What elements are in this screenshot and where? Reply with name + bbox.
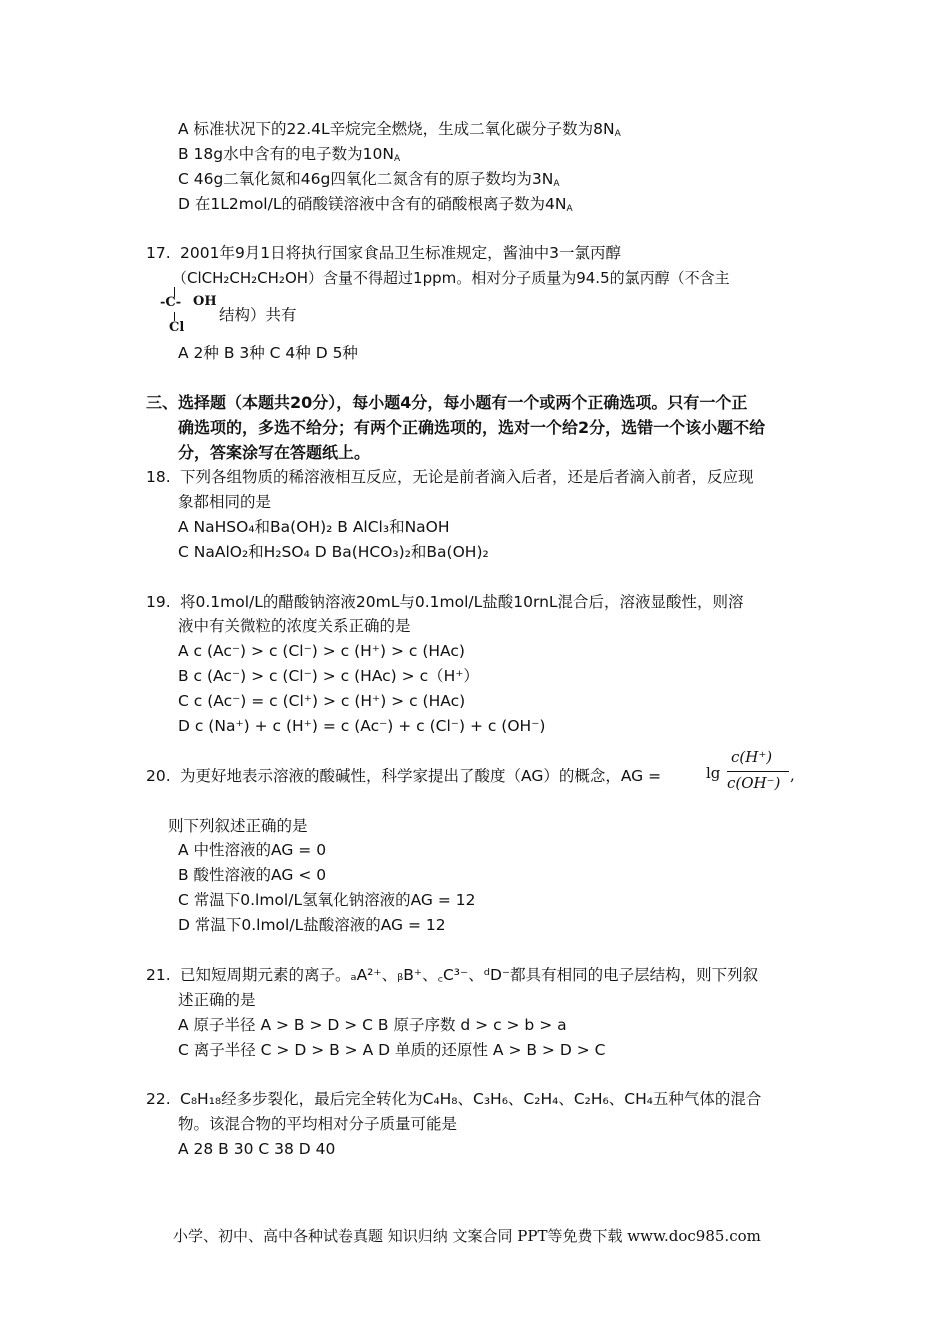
q17-stem-line3: 结构）共有 <box>219 306 297 324</box>
q21-options-cd: C 离子半径 C > D > B > A D 单质的还原性 A > B > D > C <box>178 1041 606 1059</box>
q19-option-a: A c (Ac⁻) > c (Cl⁻) > c (H⁺) > c (HAc) <box>178 642 465 660</box>
q20-option-b: B 酸性溶液的AG < 0 <box>178 866 327 884</box>
q19-stem-line1: 19. 将0.1mol/L的醋酸钠溶液20mL与0.1mol/L盐酸10rnL混合后，溶液显酸性，则溶 <box>146 593 744 611</box>
q22-stem-line1: 22. C₈H₁₈经多步裂化，最后完全转化为C₄H₈、C₃H₆、C₂H₄、C₂H₆、CH₄五种气体的混合 <box>146 1090 762 1108</box>
q18-options-cd: C NaAlO₂和H₂SO₄ D Ba(HCO₃)₂和Ba(OH)₂ <box>178 543 489 561</box>
q20-stem-line1: 20. 为更好地表示溶液的酸碱性，科学家提出了酸度（AG）的概念，AG = <box>146 767 662 785</box>
page-footer: 小学、初中、高中各种试卷真题 知识归纳 文案合同 PPT等免费下载 www.doc985.com <box>173 1227 761 1245</box>
q16-option-b: B 18g水中含有的电子数为$10N_A$ <box>178 145 401 164</box>
exam-page: A 标准状况下的22.4L辛烷完全燃烧，生成二氧化碳分子数为$8N_A$ B 18g水中含有的电子数为$10N_A$ C 46g二氧化氮和46g四氧化二氮含有的原子数均为$3N_A$ D 在1L2mol/L的硝酸镁溶液中含有的硝酸根离子数为$4N_A$ 17. 2001年9月1日将执行国家食品卫生标准规定，酱油中3一氯丙醇 （ClCH₂CH₂CH₂OH）含量不得超过1ppm。相对分子质量为94.5的氯丙醇（不含主 -C- OH Cl 结构）共有 A 2种 B 3种 C 4种 D 5种 三、选择题（本题共20分），每小题4分，每小题有一个或两个正确选项。只有一个正 确选项的，多选不给分；有两个正确选项的，选对一个给2分，选错一个该小题不给 分，答案涂写在答题纸上。 18. 下列各组物质的稀溶液相互反应，无论是前者滴入后者，还是后者滴入前者，反应现 象都相同的是 A NaHSO₄和Ba(OH)₂ B AlCl₃和NaOH C NaAlO₂和H₂SO₄ D Ba(HCO₃)₂和Ba(OH)₂ 19. 将0.1mol/L的醋酸钠溶液20mL与0.1mol/L盐酸10rnL混合后，溶液显酸性，则溶 液中有关微粒的浓度关系正确的是 A c (Ac⁻) > c (Cl⁻) > c (H⁺) > c (HAc) B c (Ac⁻) > c (Cl⁻) > c (HAc) > c（H⁺） C c (Ac⁻) = c (Cl⁺) > c (H⁺) > c (HAc) D c (Na⁺) + c (H⁺) = c (Ac⁻) + c (Cl⁻) + c (OH⁻) 20. 为更好地表示溶液的酸碱性，科学家提出了酸度（AG）的概念，AG = lg c(H⁺) c(OH⁻) , 则下列叙述正确的是 A 中性溶液的AG = 0 B 酸性溶液的AG < 0 C 常温下0.lmol/L氢氧化钠溶液的AG = 12 D 常温下0.lmol/L盐酸溶液的AG = 12 21. 已知短周期元素的离子。ₐA²⁺、ᵦB⁺、꜀C³⁻、ᵈD⁻都具有相同的电子层结构，则下列叙 述正确的是 A 原子半径 A > B > D > C B 原子序数 d > c > b > a C 离子半径 C > D > B > A D 单质的还原性 A > B > D > C 22. C₈H₁₈经多步裂化，最后完全转化为C₄H₈、C₃H₆、C₂H₄、C₂H₆、CH₄五种气体的混合 物。该混合物的平均相对分子质量可能是 A 28 B 30 C 38 D 40 小学、初中、高中各种试卷真题 知识归纳 文案合同 PPT等免费下载 www.doc985.com <box>146 120 795 1245</box>
q21-stem-line2: 述正确的是 <box>178 991 256 1009</box>
section3-heading-line3: 分，答案涂写在答题纸上。 <box>178 443 371 462</box>
carbon-structure-diagram: -C- OH Cl <box>160 291 220 337</box>
q18-stem-line2: 象都相同的是 <box>178 493 272 511</box>
q19-stem-line2: 液中有关微粒的浓度关系正确的是 <box>178 617 411 635</box>
q22-options: A 28 B 30 C 38 D 40 <box>178 1140 336 1158</box>
q18-options-ab: A NaHSO₄和Ba(OH)₂ B AlCl₃和NaOH <box>178 518 450 536</box>
section3-heading-line1: 三、选择题（本题共20分），每小题4分，每小题有一个或两个正确选项。只有一个正 <box>146 393 748 412</box>
q17-stem-line2: （ClCH₂CH₂CH₂OH）含量不得超过1ppm。相对分子质量为94.5的氯丙醇（不含主 <box>172 269 730 287</box>
q18-stem-line1: 18. 下列各组物质的稀溶液相互反应，无论是前者滴入后者，还是后者滴入前者，反应现 <box>146 468 754 486</box>
section3-heading-line2: 确选项的，多选不给分；有两个正确选项的，选对一个给2分，选错一个该小题不给 <box>178 418 766 437</box>
q16-option-d: D 在1L2mol/L的硝酸镁溶液中含有的硝酸根离子数为$4N_A$ <box>178 195 573 214</box>
q19-option-b: B c (Ac⁻) > c (Cl⁻) > c (HAc) > c（H⁺） <box>178 667 479 685</box>
q21-options-ab: A 原子半径 A > B > D > C B 原子序数 d > c > b > a <box>178 1016 567 1034</box>
q20-option-a: A 中性溶液的AG = 0 <box>178 841 327 859</box>
q20-stem-line2: 则下列叙述正确的是 <box>168 817 308 835</box>
q19-option-d: D c (Na⁺) + c (H⁺) = c (Ac⁻) + c (Cl⁻) + c (OH⁻) <box>178 717 546 735</box>
q22-stem-line2: 物。该混合物的平均相对分子质量可能是 <box>178 1115 458 1133</box>
q17-stem-line1: 17. 2001年9月1日将执行国家食品卫生标准规定，酱油中3一氯丙醇 <box>146 244 622 262</box>
q16-option-c: C 46g二氧化氮和46g四氧化二氮含有的原子数均为$3N_A$ <box>178 170 560 189</box>
q20-option-c: C 常温下0.lmol/L氢氧化钠溶液的AG = 12 <box>178 891 476 909</box>
q20-option-d: D 常温下0.lmol/L盐酸溶液的AG = 12 <box>178 916 446 934</box>
q21-stem-line1: 21. 已知短周期元素的离子。ₐA²⁺、ᵦB⁺、꜀C³⁻、ᵈD⁻都具有相同的电子层结构，则下列叙 <box>146 966 759 984</box>
q17-options: A 2种 B 3种 C 4种 D 5种 <box>178 344 358 362</box>
q16-option-a: A 标准状况下的22.4L辛烷完全燃烧，生成二氧化碳分子数为$8N_A$ <box>178 120 621 139</box>
q19-option-c: C c (Ac⁻) = c (Cl⁺) > c (H⁺) > c (HAc) <box>178 692 466 710</box>
